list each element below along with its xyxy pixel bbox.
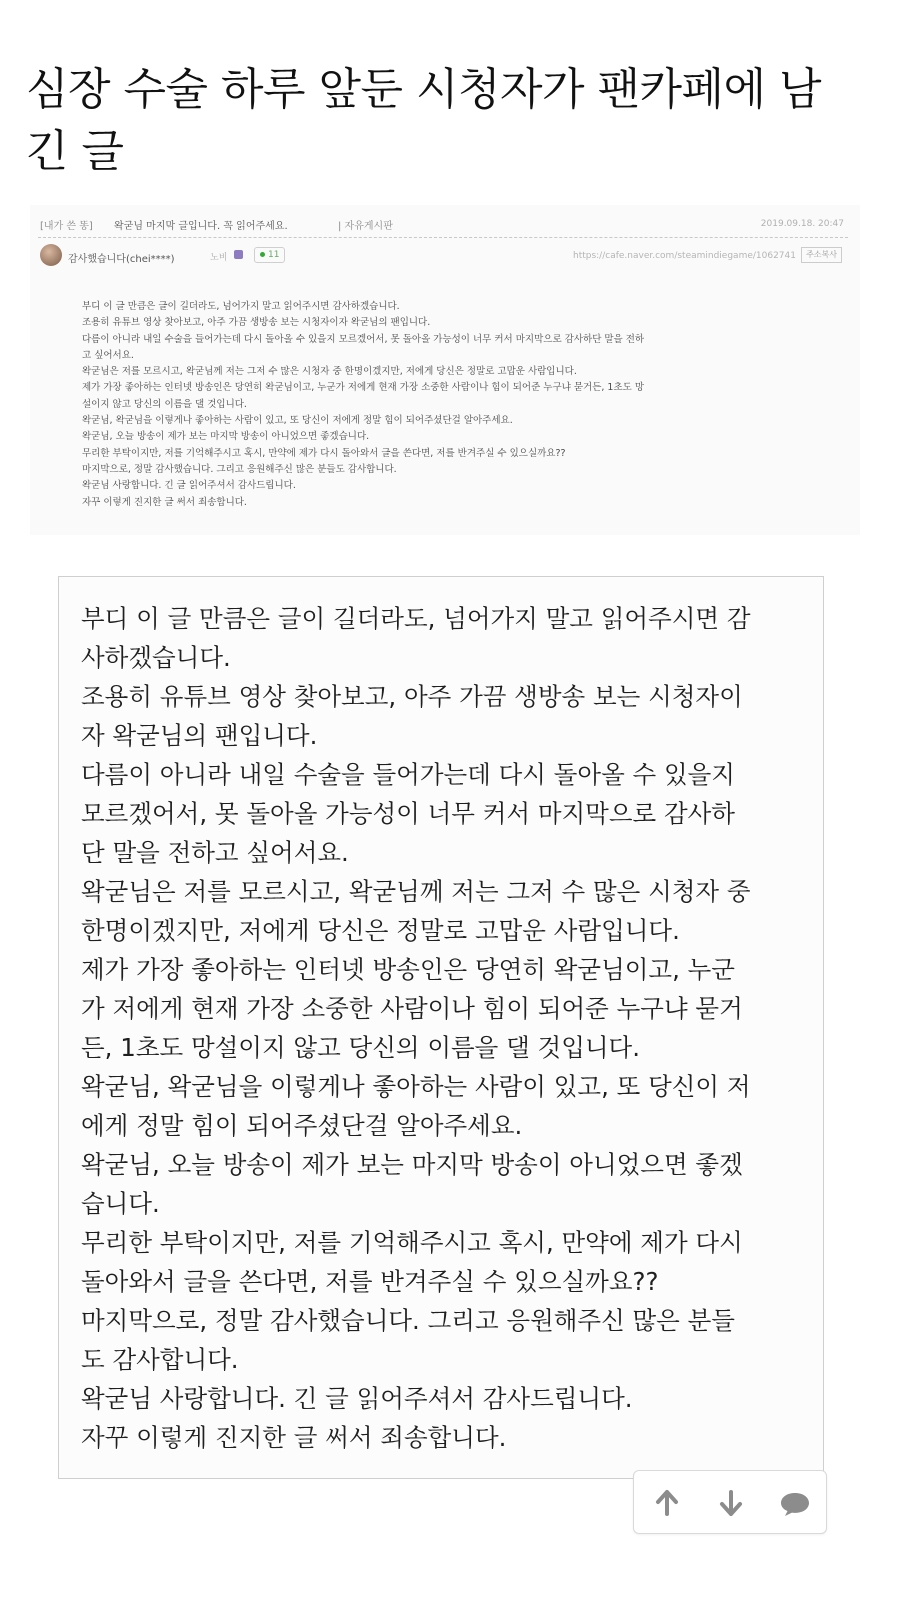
body-line: 습니다. bbox=[81, 1189, 160, 1218]
screenshot-body-line: 무리한 부탁이지만, 저를 기억해주시고 혹시, 만약에 제가 다시 돌아와서 글을 쓴다면, 저를 반겨주실 수 있으실까요?? bbox=[82, 447, 566, 459]
body-line: 도 감사합니다. bbox=[81, 1345, 239, 1374]
screenshot-category: [내가 쓴 똥] bbox=[40, 221, 93, 232]
body-line: 다름이 아니라 내일 수술을 들어가는데 다시 돌아올 수 있을지 bbox=[81, 760, 735, 789]
post-body-text bbox=[81, 599, 805, 1457]
body-line: 무리한 부탁이지만, 저를 기억해주시고 혹시, 만약에 제가 다시 bbox=[81, 1228, 743, 1257]
screenshot-author-row bbox=[38, 241, 848, 271]
body-line: 제가 가장 좋아하는 인터넷 방송인은 당연히 왁굳님이고, 누군 bbox=[81, 955, 735, 984]
post-title-line: 심장 수술 하루 앞둔 시청자가 팬카페에 남 bbox=[26, 64, 821, 116]
body-line: 단 말을 전하고 싶어서요. bbox=[81, 838, 349, 867]
body-line: 사하겠습니다. bbox=[81, 643, 231, 672]
body-line: 부디 이 글 만큼은 글이 길더라도, 넘어가지 말고 읽어주시면 감 bbox=[81, 604, 751, 633]
screenshot-body-line: 왁굳님은 저를 모르시고, 왁굳님께 저는 그저 수 많은 시청자 중 한명이겠지만, 저에게 당신은 정말로 고맙운 사람입니다. bbox=[82, 366, 577, 378]
screenshot-body-line: 왁굳님, 왁굳님을 이렇게나 좋아하는 사람이 있고, 또 당신이 저에게 정말 힘이 되어주셨단걸 알아주세요. bbox=[82, 415, 513, 427]
body-line: 왁굳님은 저를 모르시고, 왁굳님께 저는 그저 수 많은 시청자 중 bbox=[81, 877, 751, 906]
screenshot-body-line: 조용히 유튜브 영상 찾아보고, 아주 가끔 생방송 보는 시청자이자 왁굳님의 팬입니다. bbox=[82, 317, 431, 329]
body-line: 왁굳님, 오늘 방송이 제가 보는 마지막 방송이 아니었으면 좋겠 bbox=[81, 1150, 743, 1179]
screenshot-date: 2019.09.18. 20:47 bbox=[760, 219, 844, 229]
screenshot-post-title: 왁굳님 마지막 글입니다. 꼭 읽어주세요. bbox=[114, 221, 288, 232]
body-line: 왁굳님 사랑합니다. 긴 글 읽어주셔서 감사드립니다. bbox=[81, 1384, 633, 1413]
screenshot-url: https://cafe.naver.com/steamindiegame/1062741 bbox=[572, 251, 796, 261]
body-line: 모르겠어서, 못 돌아올 가능성이 너무 커서 마지막으로 감사하 bbox=[81, 799, 735, 828]
screenshot-body-line: 부디 이 글 만큼은 글이 길더라도, 넘어가지 말고 읽어주시면 감사하겠습니다. bbox=[82, 301, 400, 312]
embedded-screenshot bbox=[30, 205, 860, 535]
body-line: 마지막으로, 정말 감사했습니다. 그리고 응원해주신 많은 분들 bbox=[81, 1306, 735, 1335]
body-line: 돌아와서 글을 쓴다면, 저를 반겨주실 수 있으실까요?? bbox=[81, 1267, 659, 1296]
body-line: 한명이겠지만, 저에게 당신은 정말로 고맙운 사람입니다. bbox=[81, 916, 680, 945]
member-badge-icon bbox=[234, 250, 243, 259]
screenshot-body-line: 왁굳님 사랑합니다. 긴 글 읽어주셔서 감사드립니다. bbox=[82, 480, 296, 492]
body-line: 왁굳님, 왁굳님을 이렇게나 좋아하는 사람이 있고, 또 당신이 저 bbox=[81, 1072, 751, 1101]
post-action-bar bbox=[633, 1470, 827, 1534]
post-title-line: 긴 글 bbox=[26, 126, 124, 178]
comment-button[interactable] bbox=[775, 1483, 815, 1523]
screenshot-copy-url-button: 주소복사 bbox=[801, 247, 842, 263]
body-line: 조용히 유튜브 영상 찾아보고, 아주 가끔 생방송 보는 시청자이 bbox=[81, 682, 743, 711]
comment-dot-icon bbox=[260, 252, 265, 257]
screenshot-board-name: | 자유게시판 bbox=[338, 221, 393, 232]
comment-icon bbox=[775, 1483, 815, 1523]
arrow-down-icon bbox=[711, 1483, 751, 1523]
body-line: 자 왁굳님의 팬입니다. bbox=[81, 721, 318, 750]
screenshot-body-line: 마지막으로, 정말 감사했습니다. 그리고 응원해주신 많은 분들도 감사합니다. bbox=[82, 463, 397, 475]
body-line: 자꾸 이렇게 진지한 글 써서 죄송합니다. bbox=[81, 1423, 507, 1452]
body-line: 든, 1초도 망설이지 않고 당신의 이름을 댈 것입니다. bbox=[81, 1033, 641, 1062]
post-body-box bbox=[58, 576, 824, 1479]
screenshot-author: 감사했습니다(chei****) bbox=[68, 254, 175, 265]
screenshot-body-line: 고 싶어서요. bbox=[82, 349, 134, 361]
body-line: 가 저에게 현재 가장 소중한 사람이나 힘이 되어준 누구냐 묻거 bbox=[81, 994, 743, 1023]
screenshot-body bbox=[82, 299, 802, 511]
screenshot-body-line: 왁굳님, 오늘 방송이 제가 보는 마지막 방송이 아니었으면 좋겠습니다. bbox=[82, 431, 370, 443]
downvote-button[interactable] bbox=[711, 1483, 751, 1523]
screenshot-body-line: 설이지 않고 당신의 이름을 댈 것입니다. bbox=[82, 398, 247, 410]
body-line: 에게 정말 힘이 되어주셨단걸 알아주세요. bbox=[81, 1111, 523, 1140]
screenshot-header bbox=[38, 211, 848, 238]
post-title bbox=[26, 59, 876, 183]
screenshot-member-level: 노비 bbox=[210, 253, 228, 263]
screenshot-comment-count bbox=[254, 247, 285, 263]
screenshot-body-line: 다름이 아니라 내일 수술을 들어가는데 다시 돌아올 수 있을지 모르겠어서, 못 돌아올 가능성이 너무 커서 마지막으로 감사하단 말을 전하 bbox=[82, 333, 645, 345]
upvote-button[interactable] bbox=[647, 1483, 687, 1523]
screenshot-body-line: 자꾸 이렇게 진지한 글 써서 죄송합니다. bbox=[82, 496, 247, 508]
avatar bbox=[40, 244, 62, 266]
arrow-up-icon bbox=[647, 1483, 687, 1523]
comment-count-value: 11 bbox=[268, 250, 280, 260]
screenshot-body-line: 제가 가장 좋아하는 인터넷 방송인은 당연히 왁굳님이고, 누군가 저에게 현재 가장 소중한 사람이나 힘이 되어준 누구냐 묻거든, 1초도 망 bbox=[82, 382, 644, 394]
